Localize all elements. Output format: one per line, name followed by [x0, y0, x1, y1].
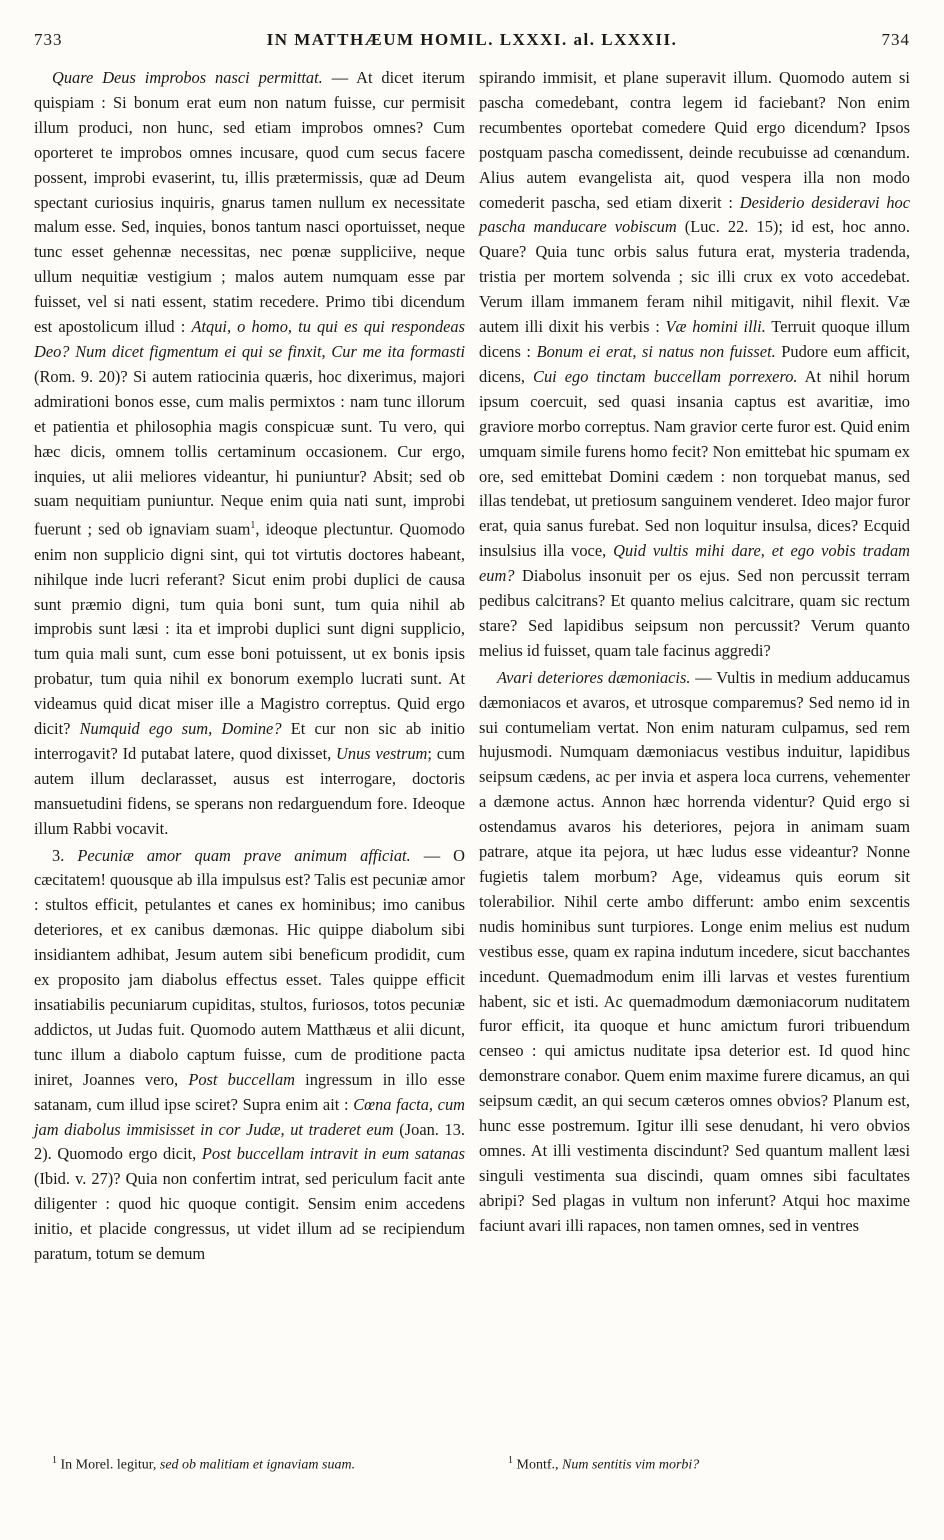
body-text: Si autem ratiocinia quæris, hoc dixerimus, majori admirationi bonos esse, cum malis permixtos : nam tunc illorum et patientia et philosophia magis conspicuæ sunt. Tu vero, qui hæc dicis, omnem tollis certaminum occasionem. Cur ergo, inquies, ut alii meliores videantur, hi puniuntur? Absit; sed ob suam nequitiam puniuntur. Neque enim quia nati sunt, improbi fuerunt ; sed ob ignaviam suam	[34, 366, 465, 539]
scripture-quote: Cui ego tinctam buccellam porrexero.	[533, 366, 798, 386]
body-text: — O cæcitatem! quousque ab illa impulsus est? Talis est pecuniæ amor : stultos efficit, petulantes et canes ex hominibus; imo canibus deteriores, et ex canibus dæmonas. Hic quippe diabolum sibi insidiantem adhibat, Jesum autem sibi beneficum prodidit, cum ex proposito jam diabolus effectus esset. Tales quippe efficit insatiabilis pecuniarum cupiditas, stultos, furiosos, totos pecuniæ addictos, ut Judas fuit. Quomodo autem Matthæus et alii dicunt, tunc illum a diabolo captum fuisse, cum de proditione pacta iniret, Joannes vero,	[34, 845, 465, 1089]
scripture-quote: Post buccellam intravit in eum satanas	[201, 1144, 465, 1164]
reference: (Ibid. v. 27)?	[34, 1169, 126, 1189]
running-title: IN MATTHÆUM HOMIL. LXXXI. al. LXXXII.	[266, 30, 678, 49]
footnote-mark: 1	[508, 1455, 513, 1466]
body-text: Et cur non sic ab initio interrogavit? Id putabat latere, quod dixisset,	[34, 719, 465, 763]
scripture-quote: Atqui, o homo, tu qui es qui respondeas Deo? Num dicet figmentum ei qui se finxit, Cur me ita formasti	[34, 317, 466, 361]
body-text: , ideoque plectuntur. Quomodo enim non supplicio digni sint, qui tot virtutis doctores habeant, nihilque inde lucri referant? Sicut enim probi duplici de causa sunt præmio digni, tum quia boni sunt, tum quia nihil ab improbis sunt læsi : ita et improbi duplici sunt digni supplicio, tum quia mali sunt, cum esse boni potuissent, ut ex bonis ipsis probatur, tum quia nihil ex bonorum exemplo lucrati sunt. At videamus quid dicat miser ille a Magistro correptus. Quid ergo dicit?	[34, 519, 465, 739]
footnote-left	[52, 1452, 462, 1475]
scripture-quote: Post buccellam	[188, 1069, 295, 1089]
body-text: Quomodo ergo dicit,	[57, 1144, 202, 1164]
paragraph	[479, 66, 910, 664]
body-text: — At dicet iterum quispiam : Si bonum erat eum non natum fuisse, cur permisit illum produci, non hunc, sed etiam improbos omnes? Cum oporteret te improbos omnes incusare, quod cum secus facere possent, improbi evaserint, tu, illis prætermissis, quæ ad Deum spectant curiosius inquiris, gnarus tamen nullum ex necessitate malum esse. Sed, inquies, bonos tantum nasci oportuisset, neque tunc esset gehennæ necessitas, nec pœnæ suppliciive, neque ullum nequitiæ vestigium ; malos autem numquam esse par fuisset, vel si nati essent, statim recedere. Primo tibi dicendum est apostolicum illud :	[34, 68, 465, 337]
section-heading: Quare Deus improbos nasci permittat.	[52, 68, 323, 87]
scripture-quote: Væ homini illi.	[665, 317, 766, 337]
footnote-mark: 1	[250, 520, 256, 532]
body-text: ingressum in illo esse satanam, cum illud ipse sciret? Supra enim ait :	[34, 1069, 465, 1114]
scripture-quote: Cœna facta, cum jam diabolus immisisset in cor Judæ, ut traderet eum	[34, 1094, 465, 1139]
body-text: Terruit quoque illum dicens :	[479, 317, 911, 361]
section-number: 3.	[52, 845, 78, 865]
body-text: Diabolus insonuit per os ejus. Sed non percussit terram pedibus calcitrans? Et quanto melius calcitrare, quam sic rectum stare? Sed lapidibus seipsum non percussit? Verum quanto melius id fuisset, quam tale facinus aggredi?	[479, 566, 910, 660]
footnote-text: In Morel. legitur,	[57, 1457, 160, 1473]
right-column	[479, 66, 910, 1267]
scripture-quote: Unus vestrum	[336, 743, 428, 763]
section-heading: Avari deteriores dæmoniacis.	[497, 667, 691, 687]
body-text: ; cum autem illum declarasset, ausus est interrogare, doctoris mansuetudini fidens, se sperans non redarguendum fore. Ideoque illum Rabbi vocavit.	[34, 743, 465, 838]
footnote-mark: 1	[52, 1455, 57, 1466]
section-heading: Pecuniæ amor quam prave animum afficiat.	[77, 845, 411, 865]
reference: (Rom. 9. 20)?	[34, 366, 134, 386]
body-text: id est, hoc anno. Quare? Quia tunc orbis salus futura erat, mysteria tradenda, tristia per mortem solvenda ; sic illi crux ex voto accedebat. Verum illam immanem feram nihil mitigavit, nihil flexit. Væ autem illi dixit his verbis :	[479, 217, 910, 337]
body-text: spirando immisit, et plane superavit illum. Quomodo autem si pascha comedebant, contra legem id faciebant? Non enim recumbentes oportebat comedere Quid ergo dicendum? Ipsos postquam pascha comedissent, deinde recubuisse ad cœnandum. Alius autem evangelista ait, quod vespera illa non modo comederit pascha, sed etiam dixerit :	[479, 68, 910, 212]
reference: (Joan. 13. 2).	[34, 1119, 465, 1164]
body-text: — Vultis in medium adducamus dæmoniacos et avaros, et utrosque comparemus? Sed nemo id in sui contumeliam vertat. Non enim naturam culpamus, sed rem hujusmodi. Numquam dæmoniacus vestibus induitur, lapidibus seipsum cædens, ac per invia et aspera loca currens, vehementer a dæmone actus. Annon hæc horrenda videntur? Quid ergo si ostendamus avaros his deteriores, pejora in animam suam patrare, atque ita pejora, ut hæc ludus esse videantur? Nonne fugietis talem morbum? Age, videamus quis eorum sit tolerabilior. Nihil certe ambo differunt: ambo enim sexcentis nudis hominibus sunt turpiores. Longe enim melius est nudum vestibus esse, quam ex rapina indutum incedere, sicut bacchantes incedunt. Quemadmodum enim illi larvas et vestes furentium habent, sic et isti. Ac quemadmodum dæmoniacorum nuditatem furor efficit, ita quoque et hunc amictum furori tribuendum censeo : qui amictus nuditate ipsa deterior est. Id quod hinc demonstrare conabor. Quem enim maxime furere dicamus, an qui seipsum cædit, an qui secum cæteros omnes obvios? Planum est, hunc esse postremum. Igitur illi sese denudant, hi vero obvios omnes. At illi vestimenta discindunt? Sed quantum mallent læsi singuli vestimenta sua discindi, quam omnes sibi facultates abripi? Sed plagas in vultum non inferunt? Atqui hoc maxime faciunt avari illi rapaces, non tamen omnes, sed in ventres	[479, 667, 911, 1235]
scripture-quote: Bonum ei erat, si natus non fuisset.	[536, 341, 776, 361]
footnote-text: Montf.,	[513, 1457, 562, 1473]
body-text: At nihil horum ipsum coercuit, sed quasi insania captus est avaritiæ, imo graviore morbo correptus. Nam gravior certe furor est. Quid enim umquam simile furens homo fecit? Non emittebat hic spumam ex ore, sed emittebat Domini cædem : non torquebat manus, sed illas tendebat, ut pretiosum sanguinem venderet. Ideo major furor erat, quia sanus furebat. Sed non loquitur insulsa, dices? Ecquid insulsius illa voce,	[479, 366, 911, 561]
footnote-text-italic: sed ob malitiam et ignaviam suam.	[159, 1457, 356, 1473]
page-number-right: 734	[881, 30, 910, 49]
paragraph	[479, 666, 910, 1239]
running-header	[34, 30, 910, 60]
scripture-quote: Quid vultis mihi dare, et ego vobis tradam eum?	[479, 541, 910, 586]
left-column	[34, 66, 465, 1267]
paragraph	[34, 66, 465, 842]
scripture-quote: Numquid ego sum, Domine?	[79, 719, 282, 739]
paragraph	[34, 844, 465, 1267]
page-number-left: 733	[34, 30, 63, 49]
footnote-right	[508, 1452, 908, 1475]
body-text: Pudore eum afficit, dicens,	[479, 341, 911, 386]
footnote-text-italic: Num sentitis vim morbi?	[562, 1457, 700, 1473]
text-columns	[34, 66, 910, 1267]
reference: (Luc. 22. 15);	[676, 217, 791, 237]
scripture-quote: Desiderio desideravi hoc pascha manducare vobiscum	[479, 192, 910, 237]
body-text: Quia non confertim intrat, sed periculum facit ante diligenter : quod hic quoque contigit. Sensim enim accedens initio, et placide congressus, ut videt illum ad se recipiendum paratum, totum se demum	[34, 1169, 466, 1264]
